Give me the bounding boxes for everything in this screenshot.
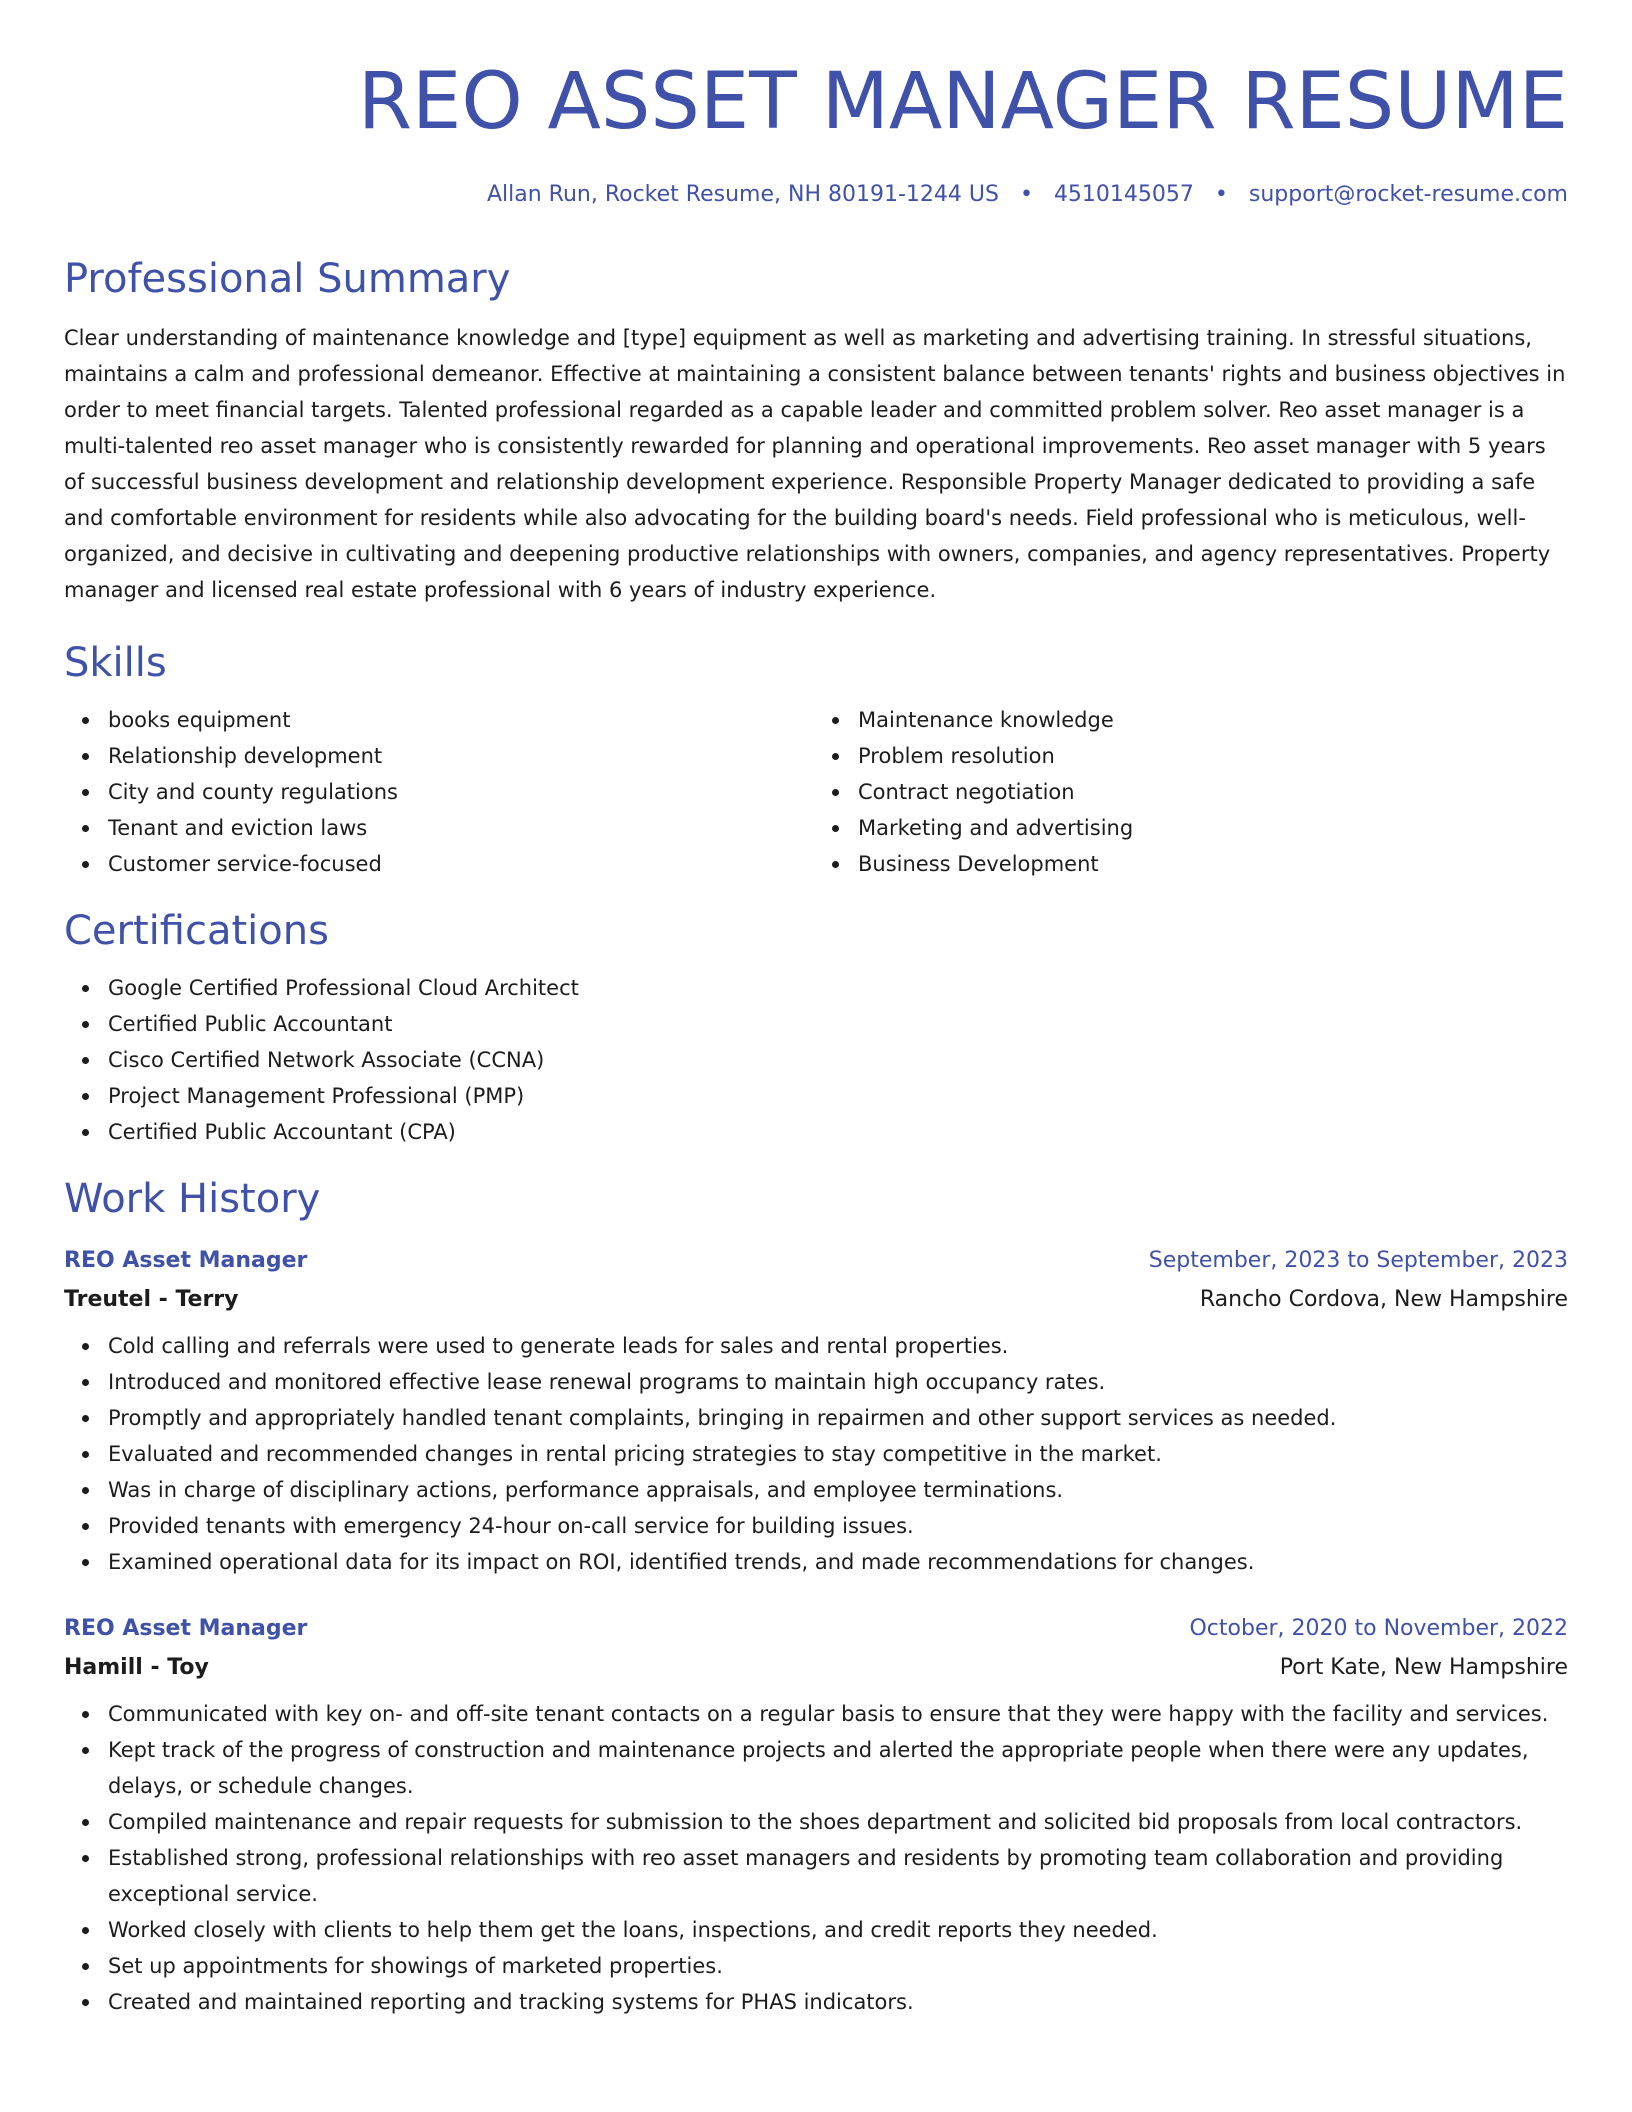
job-company: Hamill - Toy bbox=[64, 1655, 209, 1680]
contact-email: support@rocket-resume.com bbox=[1248, 182, 1568, 207]
job-bullet: Established strong, professional relationships with reo asset managers and residents by promoting team collaboration and providing exceptional service. bbox=[108, 1840, 1568, 1912]
certification-item: Project Management Professional (PMP) bbox=[108, 1078, 1568, 1114]
job-header-row bbox=[64, 1242, 1568, 1280]
job-company-row bbox=[64, 1280, 1568, 1320]
job-entry bbox=[64, 1242, 1568, 1580]
job-bullet: Provided tenants with emergency 24-hour on-call service for building issues. bbox=[108, 1508, 1568, 1544]
skills-heading: Skills bbox=[64, 640, 167, 686]
job-bullet: Kept track of the progress of construction and maintenance projects and alerted the appropriate people when there were any updates, delays, or schedule changes. bbox=[108, 1732, 1568, 1804]
contact-separator: • bbox=[1019, 182, 1033, 207]
certification-item: Certified Public Accountant bbox=[108, 1006, 1568, 1042]
skill-item: Contract negotiation bbox=[858, 774, 1568, 810]
job-bullet: Compiled maintenance and repair requests for submission to the shoes department and solicited bid proposals from local contractors. bbox=[108, 1804, 1568, 1840]
work-history-heading: Work History bbox=[64, 1176, 321, 1222]
job-bullet: Promptly and appropriately handled tenant complaints, bringing in repairmen and other support services as needed. bbox=[108, 1400, 1568, 1436]
job-bullet: Created and maintained reporting and tracking systems for PHAS indicators. bbox=[108, 1984, 1568, 2020]
contact-separator: • bbox=[1214, 182, 1228, 207]
job-location: Rancho Cordova, New Hampshire bbox=[1199, 1287, 1568, 1312]
skill-item: Tenant and eviction laws bbox=[108, 810, 816, 846]
job-bullet: Worked closely with clients to help them get the loans, inspections, and credit reports they needed. bbox=[108, 1912, 1568, 1948]
certification-item: Cisco Certified Network Associate (CCNA) bbox=[108, 1042, 1568, 1078]
job-dates: September, 2023 to September, 2023 bbox=[1148, 1248, 1568, 1273]
skill-item: City and county regulations bbox=[108, 774, 816, 810]
skill-item: Maintenance knowledge bbox=[858, 702, 1568, 738]
skill-item: books equipment bbox=[108, 702, 816, 738]
certifications-list bbox=[64, 970, 1568, 1150]
certification-item: Certified Public Accountant (CPA) bbox=[108, 1114, 1568, 1150]
skill-item: Marketing and advertising bbox=[858, 810, 1568, 846]
job-bullet: Examined operational data for its impact on ROI, identified trends, and made recommendations for changes. bbox=[108, 1544, 1568, 1580]
job-bullet: Cold calling and referrals were used to generate leads for sales and rental properties. bbox=[108, 1328, 1568, 1364]
skills-list-left bbox=[64, 702, 816, 882]
job-bullet: Was in charge of disciplinary actions, performance appraisals, and employee terminations. bbox=[108, 1472, 1568, 1508]
resume-page bbox=[64, 0, 1568, 2020]
skills-list-right bbox=[816, 702, 1568, 882]
skill-item: Customer service-focused bbox=[108, 846, 816, 882]
certifications-heading: Certifications bbox=[64, 908, 329, 954]
summary-heading: Professional Summary bbox=[64, 256, 511, 302]
job-bullets bbox=[64, 1696, 1568, 2020]
contact-address: Allan Run, Rocket Resume, NH 80191-1244 US bbox=[486, 182, 999, 207]
contact-phone: 4510145057 bbox=[1053, 182, 1194, 207]
summary-text: Clear understanding of maintenance knowledge and [type] equipment as well as marketing and advertising training. In stressful situations, maintains a calm and professional demeanor. Effective at maintaining a consistent balance between tenants' rights and business objectives in order to meet financial targets. Talented professional regarded as a capable leader and committed problem solver. Reo asset manager is a multi-talented reo asset manager who is consistently rewarded for planning and operational improvements. Reo asset manager with 5 years of successful business development and relationship development experience. Responsible Property Manager dedicated to providing a safe and comfortable environment for residents while also advocating for the building board's needs. Field professional who is meticulous, well-organized, and decisive in cultivating and deepening productive relationships with owners, companies, and agency representatives. Property manager and licensed real estate professional with 6 years of industry experience. bbox=[64, 326, 1566, 602]
job-title: REO Asset Manager bbox=[64, 1248, 308, 1273]
job-title: REO Asset Manager bbox=[64, 1616, 308, 1641]
skill-item: Business Development bbox=[858, 846, 1568, 882]
job-bullets bbox=[64, 1328, 1568, 1580]
job-bullet: Communicated with key on- and off-site tenant contacts on a regular basis to ensure that they were happy with the facility and services. bbox=[108, 1696, 1568, 1732]
job-company-row bbox=[64, 1648, 1568, 1688]
job-bullet: Introduced and monitored effective lease renewal programs to maintain high occupancy rates. bbox=[108, 1364, 1568, 1400]
skill-item: Problem resolution bbox=[858, 738, 1568, 774]
job-company: Treutel - Terry bbox=[64, 1287, 239, 1312]
job-bullet: Set up appointments for showings of marketed properties. bbox=[108, 1948, 1568, 1984]
resume-title: REO ASSET MANAGER RESUME bbox=[357, 57, 1568, 147]
job-dates: October, 2020 to November, 2022 bbox=[1189, 1616, 1568, 1641]
job-location: Port Kate, New Hampshire bbox=[1279, 1655, 1568, 1680]
job-bullet: Evaluated and recommended changes in rental pricing strategies to stay competitive in the market. bbox=[108, 1436, 1568, 1472]
job-entry bbox=[64, 1610, 1568, 2020]
contact-line bbox=[64, 180, 1568, 210]
skills-grid bbox=[64, 690, 1568, 882]
skill-item: Relationship development bbox=[108, 738, 816, 774]
certification-item: Google Certified Professional Cloud Architect bbox=[108, 970, 1568, 1006]
job-header-row bbox=[64, 1610, 1568, 1648]
